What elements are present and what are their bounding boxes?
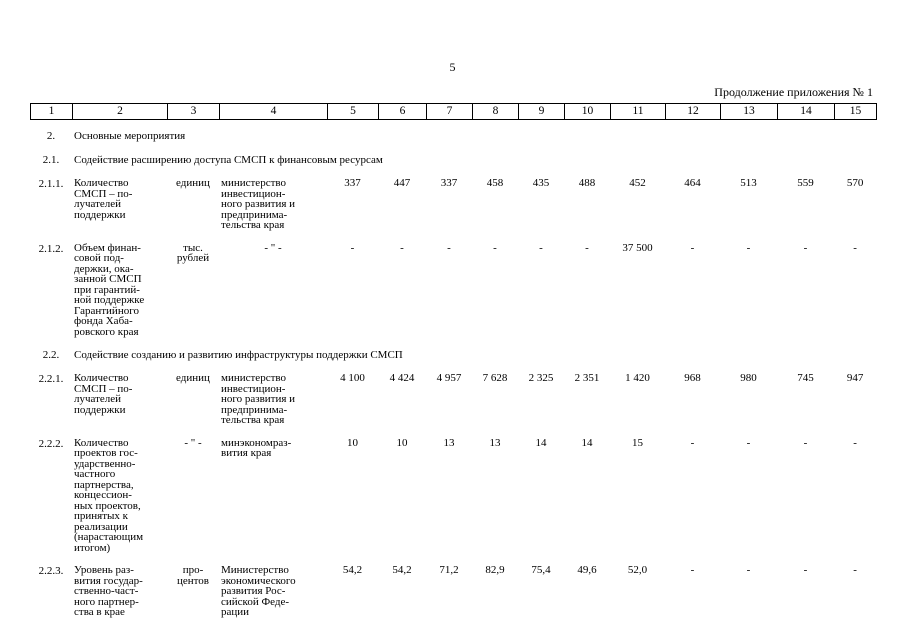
value-cell: - [746,436,751,449]
indicator-name: Объем финан- совой под- держки, ока- занной СМСП при гарантий- ной поддержке Гарантийного фонда Хаба- ровского края [74,241,145,338]
value-cell: - [746,564,751,576]
executor-cell: министерство инвестицион- ного развития и предпринима- тельства края [221,177,296,231]
value-cell: 745 [797,372,814,384]
section-row [30,148,876,172]
column-number-15: 15 [835,104,877,120]
value-cell: 452 [629,177,646,189]
value-cell: 15 [632,436,643,449]
row-number: 2.1.2. [38,242,64,255]
indicators-table [30,124,876,624]
unit-cell: - " - [184,436,202,449]
indicator-name: Количество СМСП – по- лучателей поддержки [74,372,133,416]
column-number-header [30,103,877,120]
value-cell: 464 [684,177,701,189]
unit-cell: единиц [176,372,210,384]
row-number: 2.2.1. [38,373,64,385]
value-cell: 968 [684,372,701,384]
table-row [30,559,876,624]
value-cell: - [585,241,589,254]
executor-cell: минэкономраз- вития края [221,436,292,459]
unit-cell: про- центов [176,564,209,587]
section-number: 2. [46,130,56,142]
table-row [30,172,876,237]
section-title: Основные мероприятия [74,130,186,142]
value-cell: 4 957 [436,372,462,384]
unit-cell: единиц [176,177,210,189]
value-cell: 513 [740,177,757,189]
value-cell: 2 351 [574,372,600,384]
executor-cell: - " - [264,241,282,254]
value-cell: 14 [535,436,547,449]
value-cell: 13 [443,436,455,449]
value-cell: - [539,241,543,254]
value-cell: 37 500 [622,241,653,254]
column-number-4: 4 [220,104,328,120]
column-number-9: 9 [519,104,565,120]
value-cell: - [690,564,695,576]
value-cell: 4 100 [340,372,365,384]
column-number-13: 13 [721,104,778,120]
value-cell: 4 424 [389,372,415,384]
section-row [30,343,876,367]
value-cell: 458 [486,177,504,189]
value-cell: 488 [578,177,596,189]
value-cell: 7 628 [482,372,508,384]
value-cell: 337 [344,177,361,189]
value-cell: 570 [846,177,864,189]
value-cell: 559 [797,177,814,189]
value-cell: - [853,241,857,254]
value-cell: - [746,241,751,254]
value-cell: - [350,241,355,254]
value-cell: - [803,436,808,449]
column-number-11: 11 [611,104,666,120]
value-cell: 75,4 [531,564,551,576]
column-number-7: 7 [427,104,473,120]
row-number: 2.2.2. [38,437,64,450]
value-cell: - [803,564,808,576]
value-cell: - [400,241,404,254]
value-cell: 10 [396,436,408,449]
column-number-6: 6 [379,104,427,120]
value-cell: 13 [489,436,501,449]
value-cell: 2 325 [528,372,554,384]
indicator-name: Количество проектов гос- ударственно- частного партнерства, концессион- ных проектов, принятых к реализации (нарастающим итогом) [74,436,144,554]
column-number-10: 10 [565,104,611,120]
indicator-name: Уровень раз- вития государ- ственно-част- ного партнер- ства в крае [74,564,143,618]
section-row [30,124,876,148]
value-cell: 52,0 [627,564,648,576]
continuation-label: Продолжение приложения № 1 [714,85,873,99]
column-number-2: 2 [73,104,168,120]
executor-cell: министерство инвестицион- ного развития и предпринима- тельства края [221,372,296,426]
section-number: 2.1. [42,154,60,166]
column-number-12: 12 [666,104,721,120]
value-cell: - [690,241,695,254]
unit-cell: тыс. рублей [176,241,210,264]
indicator-name: Количество СМСП – по- лучателей поддержки [74,177,133,221]
value-cell: 10 [347,436,358,449]
value-cell: - [493,241,497,254]
column-number-14: 14 [778,104,835,120]
page-number: 5 [449,60,456,74]
section-number: 2.2. [42,349,60,361]
value-cell: 947 [846,372,864,384]
column-number-5: 5 [328,104,379,120]
table-row [30,367,876,432]
table-row [30,432,876,560]
value-cell: 49,6 [577,564,597,576]
column-number-8: 8 [473,104,519,120]
row-number: 2.1.1. [38,178,64,190]
column-number-1: 1 [31,104,73,120]
value-cell: 1 420 [625,372,650,384]
row-number: 2.2.3. [38,565,64,577]
value-cell: 337 [440,177,458,189]
value-cell: 980 [740,372,757,384]
value-cell: - [803,241,808,254]
table-row [30,237,876,344]
section-title: Содействие созданию и развитию инфраструктуры поддержки СМСП [74,349,403,361]
executor-cell: Министерство экономического развития Рос- сийской Феде- рации [221,564,296,618]
value-cell: - [447,241,451,254]
column-number-3: 3 [168,104,220,120]
value-cell: - [690,436,695,449]
value-cell: 435 [532,177,550,189]
value-cell: 54,2 [342,564,363,576]
section-title: Содействие расширению доступа СМСП к финансовым ресурсам [74,154,383,166]
value-cell: - [853,564,857,576]
value-cell: 82,9 [485,564,505,576]
value-cell: - [853,436,857,449]
value-cell: 54,2 [392,564,412,576]
value-cell: 447 [393,177,411,189]
value-cell: 14 [581,436,593,449]
value-cell: 71,2 [439,564,459,576]
